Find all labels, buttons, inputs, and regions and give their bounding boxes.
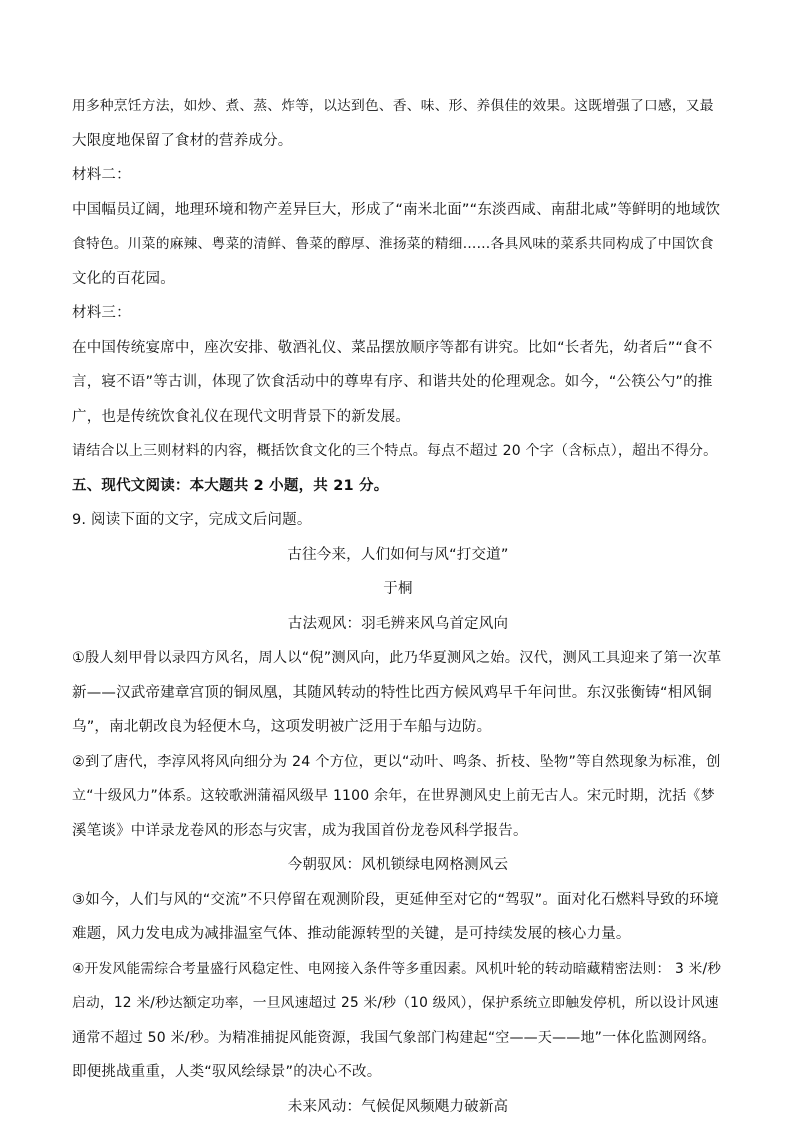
paragraph-line: ③如今，人们与风的“交流”不只停留在观测阶段，更延伸至对它的“驾驭”。面对化石燃料导致的环境 [72,892,719,908]
paragraph-line: 立“十级风力”体系。这较歌洲蒲福风级早 1100 余年，在世界测风史上前无古人。宋元时期，沈括《梦 [72,788,715,804]
paragraph-line: 言，寝不语”等古训，体现了饮食活动中的尊卑有序、和谐共处的伦理观念。如今，“公筷公勺”的推 [72,374,713,390]
paragraph-line: 大限度地保留了食材的营养成分。 [72,133,293,149]
paragraph-line: ①殷人刻甲骨以录四方风名，周人以“倪”测风向，此乃华夏测风之始。汉代，测风工具迎来了第一次革 [72,650,722,666]
section-label: 材料二： [72,167,131,183]
paragraph-line: 广，也是传统饮食礼仪在现代文明背景下的新发展。 [72,409,411,425]
question-intro: 9. 阅读下面的文字，完成文后问题。 [72,512,312,528]
paragraph-line: 启动，12 米/秒达额定功率，一旦风速超过 25 米/秒（10 级风），保护系统立即触发停机，所以设计风速 [72,995,719,1011]
paragraph-line: 新——汉武帝建章宫顶的铜凤凰，其随风转动的特性比西方候风鸡早千年问世。东汉张衡铸“相风铜 [72,685,712,701]
article-author: 于桐 [383,581,413,597]
section-label: 材料三： [72,305,131,321]
paragraph-line: 溪笔谈》中详录龙卷风的形态与灾害，成为我国首份龙卷风科学报告。 [72,823,528,839]
article-title: 古往今来，人们如何与风“打交道” [287,547,509,563]
section-heading: 五、现代文阅读：本大题共 2 小题，共 21 分。 [72,478,389,494]
subheading: 古法观风：羽毛辨来风乌首定风向 [287,616,509,632]
subheading: 今朝驭风：风机锁绿电网格测风云 [287,857,509,873]
paragraph-line: 用多种烹饪方法，如炒、煮、蒸、炸等，以达到色、香、味、形、养俱佳的效果。这既增强了口感，又最 [72,98,714,114]
paragraph-line: 文化的百花园。 [72,271,175,287]
paragraph-line: 即便挑战重重，人类“驭风绘绿景”的决心不改。 [72,1064,382,1080]
paragraph-line: 食特色。川菜的麻辣、粤菜的清鲜、鲁菜的醇厚、淮扬菜的精细……各具风味的菜系共同构成了中国饮食 [72,236,714,252]
paragraph-line: 中国幅员辽阔，地理环境和物产差异巨大，形成了“南米北面”“东淡西咸、南甜北咸”等鲜明的地域饮 [72,202,721,218]
paragraph-line: ④开发风能需综合考量盛行风稳定性、电网接入条件等多重因素。风机叶轮的转动暗藏精密法则： 3 米/秒 [72,961,722,977]
question-prompt: 请结合以上三则材料的内容，概括饮食文化的三个特点。每点不超过 20 个字（含标点），超出不得分。 [72,443,718,459]
paragraph-line: ②到了唐代，李淳风将风向细分为 24 个方位，更以“动叶、鸣条、折枝、坠物”等自然现象为标准，创 [72,754,721,770]
subheading: 未来风动：气候促风频飓力破新高 [287,1099,509,1115]
paragraph-line: 乌”，南北朝改良为轻便木乌，这项发明被广泛用于车船与边防。 [72,719,492,735]
paragraph-line: 在中国传统宴席中，座次安排、敬酒礼仪、菜品摆放顺序等都有讲究。比如“长者先，幼者后”“食不 [72,340,713,356]
paragraph-line: 难题，风力发电成为减排温室气体、推动能源转型的关键，是可持续发展的核心力量。 [72,926,631,942]
paragraph-line: 通常不超过 50 米/秒。为精准捕捉风能资源，我国气象部门构建起“空——天——地”一体化监测网络。 [72,1030,716,1046]
